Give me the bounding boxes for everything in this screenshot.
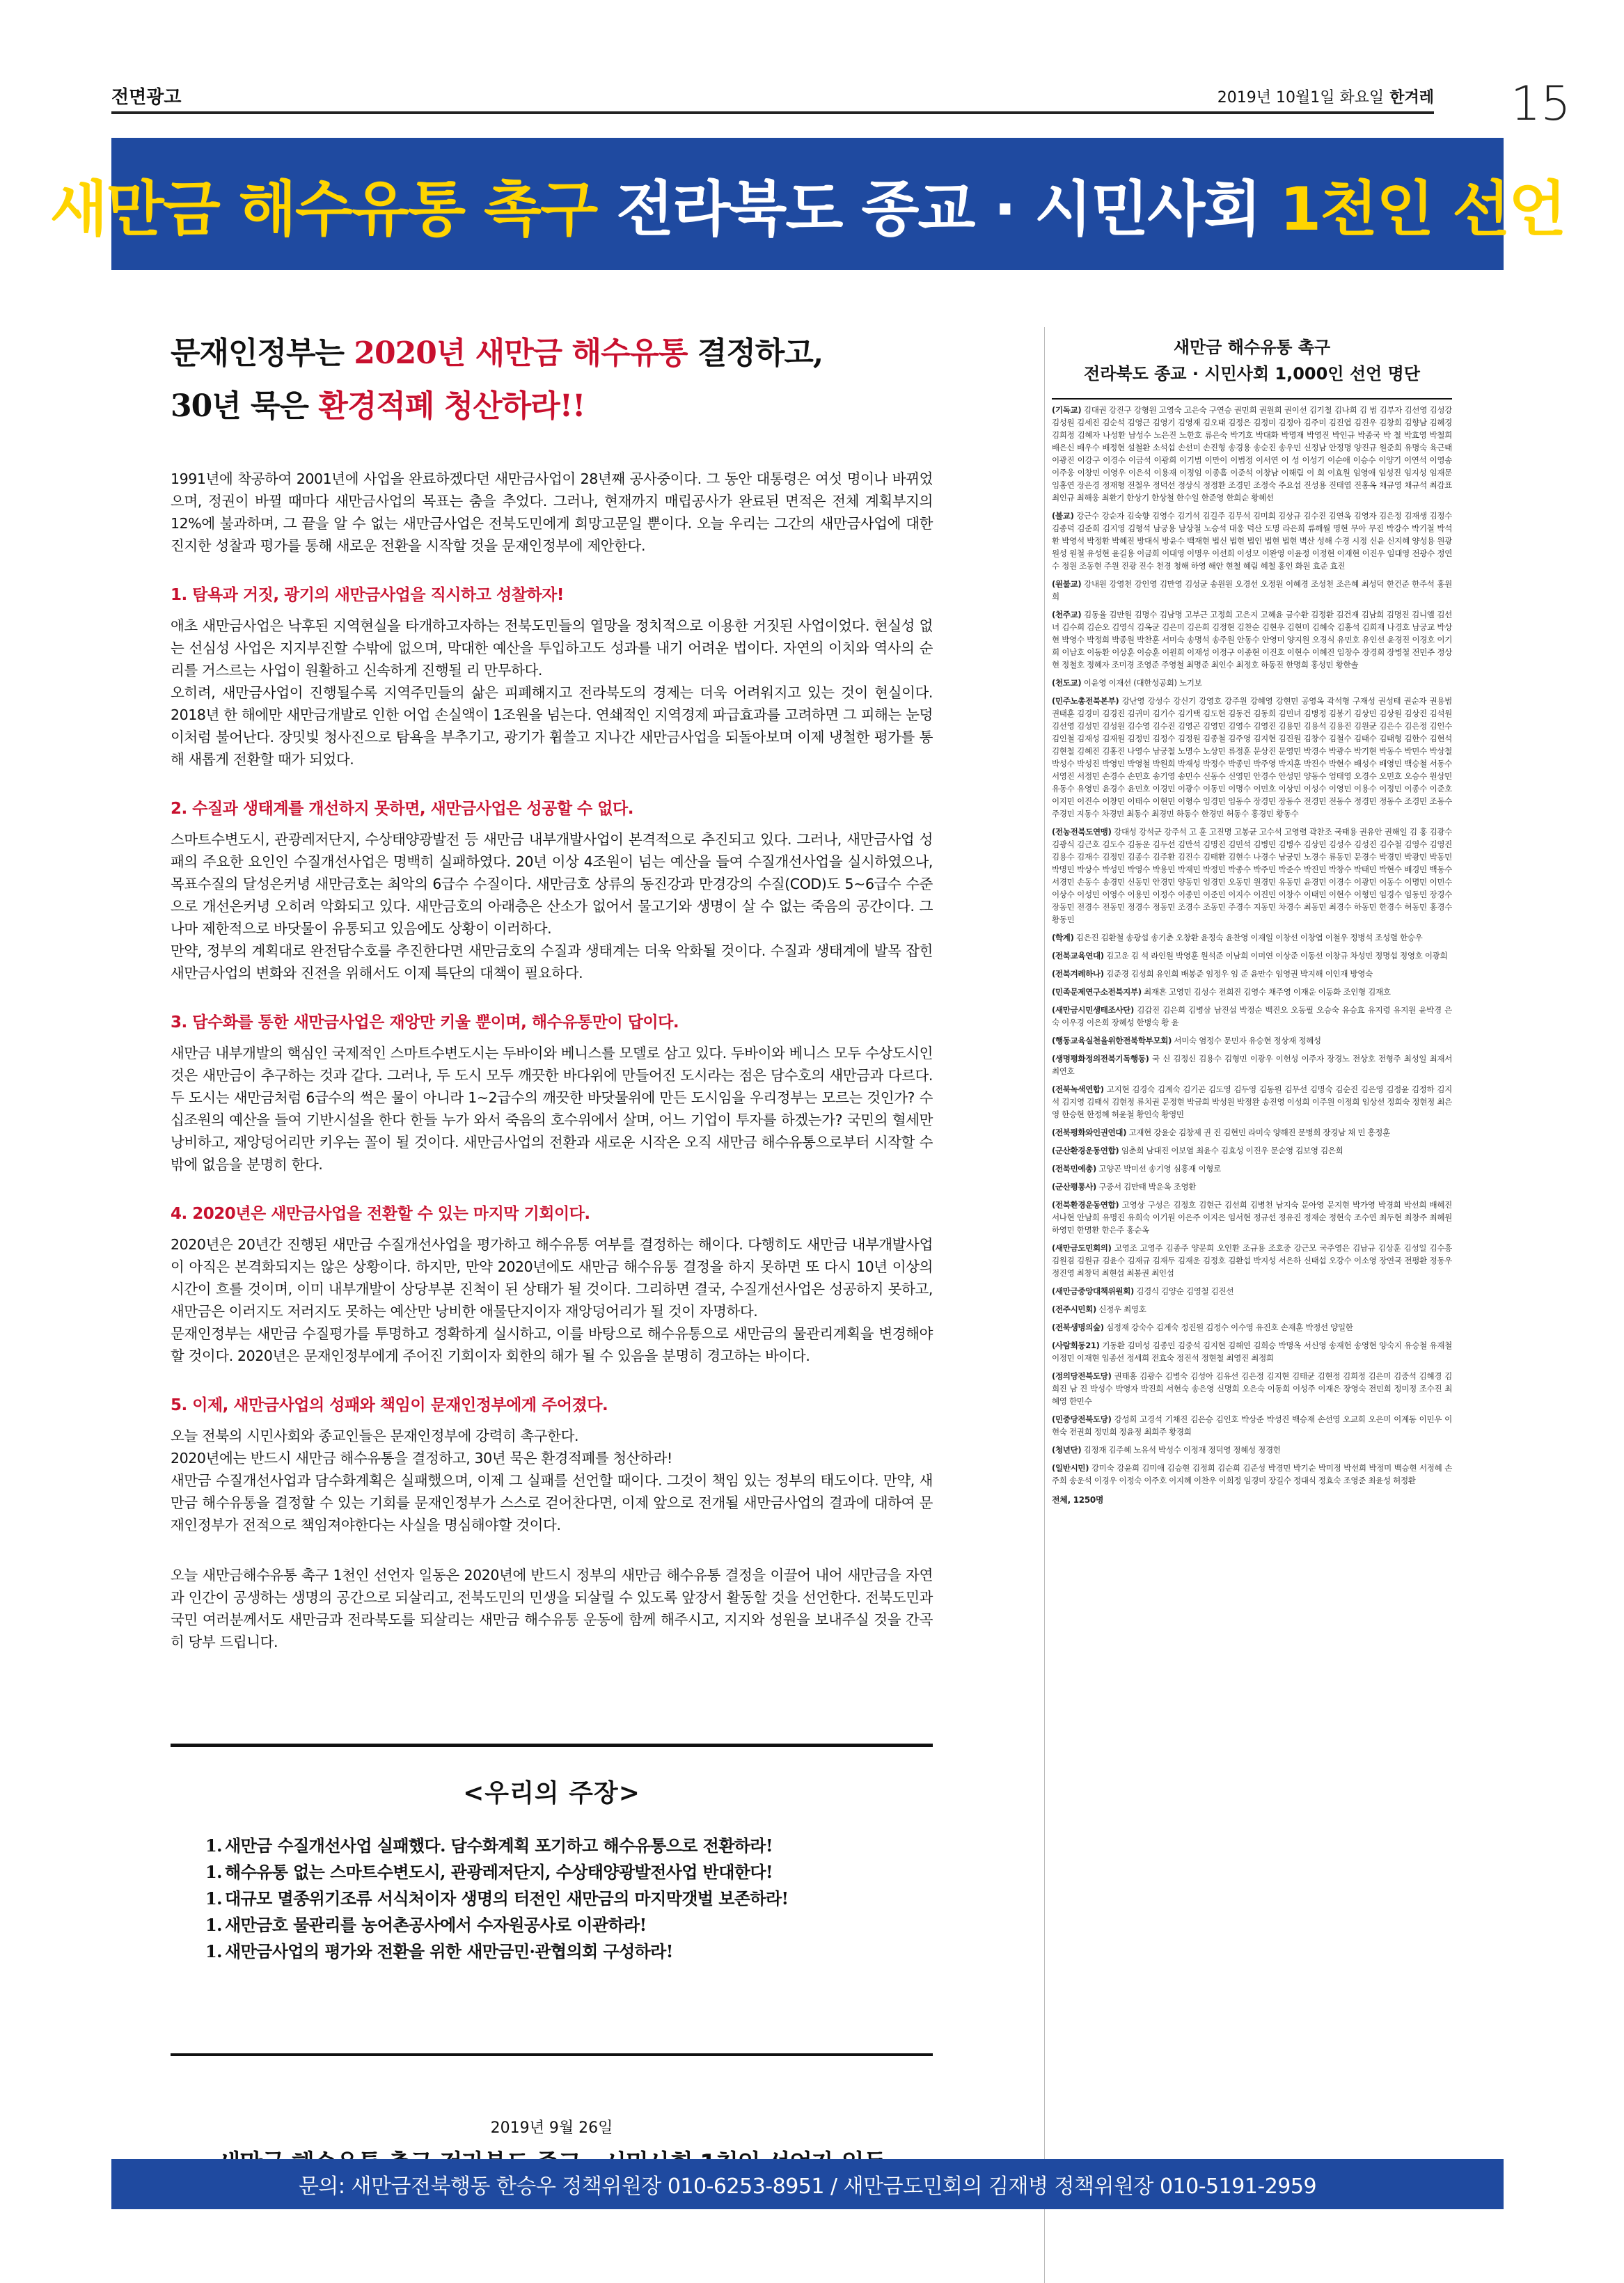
roster-group	[1052, 578, 1452, 603]
declaration-date: 2019년 9월 26일	[490, 2119, 613, 2137]
section-3	[171, 1009, 933, 1176]
roster-total: 전체, 1250명	[1052, 1495, 1104, 1505]
roster-group	[1052, 1444, 1452, 1456]
section-heading: 4. 2020년은 새만금사업을 전환할 수 있는 마지막 기회이다.	[171, 1205, 590, 1223]
roster-org: (생명평화정의전북기독행동)	[1052, 1054, 1149, 1064]
roster-names: 신정우 최영호	[1098, 1304, 1146, 1314]
roster-org: (정의당전북도당)	[1052, 1371, 1112, 1381]
claim-item	[205, 1859, 933, 1886]
roster-org: (새만금중앙대책위원회)	[1052, 1286, 1135, 1296]
roster-org: (전북생명의숲)	[1052, 1322, 1104, 1332]
roster-group	[1052, 1321, 1452, 1334]
roster-org: (일반시민)	[1052, 1463, 1089, 1473]
contact-footer	[111, 2159, 1504, 2209]
headline-highlight: 환경적폐 청산하라!!	[318, 388, 585, 424]
paragraph: 스마트수변도시, 관광레저단지, 수상태양광발전 등 새만금 내부개발사업이 본격적으로 추진되고 있다. 그러나, 새만금사업 성패의 주요한 요인인 수질개선사업은 명백히 실패하였다. 20년 이상 4조원이 넘는 예산을 들여 수질개선사업을 실시하였으나, 목표수질의 달성은커녕 새만금호는 최악의 6급수 수질이다. 새만금호 상류의 동진강과 만경강의 수질(COD)도 5~6급수 수준으로 개선은커녕 오히려 악화되고 있다. 새만금호의 아래층은 산소가 없어서 물고기와 생명이 살 수 없는 죽음의 공간이다. 그나마 제한적으로 바닷물이 유통되고 있음에도 상황이 이러하다.	[171, 831, 933, 937]
roster-group	[1052, 1083, 1452, 1121]
roster-names: 구중서 김만태 박운옥 조영환	[1098, 1182, 1197, 1192]
roster-names: 고재현 강윤순 김창제 권 진 김현민 라미숙 양해진 문병희 장경남 채 민 홍정훈	[1128, 1128, 1390, 1137]
roster-names: 최재흔 고영민 김성수 전희진 김영수 채주영 이재운 이동화 조인형 김재호	[1144, 987, 1391, 997]
issue-date: 2019년 10월1일 화요일	[1217, 89, 1385, 106]
claim-text: 새만금사업의 평가와 전환을 위한 새만금민·관협의회 구성하라!	[225, 1941, 673, 1961]
claims-title: <우리의 주장>	[463, 1778, 640, 1808]
roster-group	[1052, 986, 1452, 998]
roster-org: (천도교)	[1052, 678, 1082, 688]
paragraph: 2020년은 20년간 진행된 새만금 수질개선사업을 평가하고 해수유통 여부를 결정하는 해이다. 다행히도 새만금 내부개발사업이 아직은 본격화되지는 않은 상황이다. 하지만, 만약 2020년에도 새만금 해수유통 결정을 하지 못하면 또 다시 10년 이상의 시간이 흐를 것이며, 이미 내부개발이 상당부분 진척이 된 상태가 될 것이다. 그리하면 결국, 수질개선사업은 성공하지 못하고, 새만금은 이러지도 저러지도 못하는 예산만 낭비한 애물단지이자 재앙덩어리가 될 것이 자명하다.	[171, 1236, 933, 1320]
roster-group	[1052, 1034, 1452, 1047]
paragraph: 문재인정부는 새만금 수질평가를 투명하고 정확하게 실시하고, 이를 바탕으로 해수유통으로 새만금의 물관리계획을 변경해야 할 것이다. 2020년은 문재인정부에게 주어진 기회이자 회한의 해가 될 수 있음을 분명히 경고하는 바이다.	[171, 1325, 933, 1364]
headline-text: 문재인정부는	[171, 335, 345, 371]
headline-text: 결정하고,	[697, 335, 823, 371]
roster-names: 고영조 고영주 김종주 양문희 오인환 조규용 조호중 강근모 국주영은 김남규 김상훈 김성일 김수흥 김원겸 김원규 김윤수 김재규 김재두 김재운 김정호 김환섭 박지성 서은하 신태섭 오강수 이소영 장연국 전평환 정동우 정진영 최창덕 최현섭 최봉권 최인섭	[1052, 1243, 1452, 1278]
claim-text: 새만금 수질개선사업 실패했다. 담수화계획 포기하고 해수유통으로 전환하라!	[225, 1835, 773, 1856]
banner-title-part3: 1천인 선언	[1279, 175, 1566, 244]
roster-names: 김정재 김주혜 노유석 박성수 이정재 정덕영 정혜성 정경헌	[1083, 1445, 1281, 1455]
roster-group	[1052, 677, 1452, 689]
title-banner	[49, 138, 1566, 270]
claims-list	[205, 1833, 933, 1965]
paragraph: 만약, 정부의 계획대로 완전담수호를 추진한다면 새만금호의 수질과 생태계는 더욱 악화될 것이다. 수질과 생태계에 발목 잡힌 새만금사업의 변화와 진전을 위해서도 이제 특단의 대책이 필요하다.	[171, 942, 933, 981]
signatory-roster	[1044, 327, 1452, 2283]
roster-group	[1052, 608, 1452, 671]
declaration-column	[171, 327, 933, 1653]
roster-org: (전북교육연대)	[1052, 951, 1104, 961]
roster-names: 강난영 강성수 강신기 강영호 강주원 강혜영 강현민 공영옥 곽석형 구재성 권성태 권순자 권용범 권태훈 김경미 김경진 김귀미 김기수 김기택 김도헌 김동건 김동희 김민녀 김병정 김봉기 김상민 김상원 김상진 김석원 김선영 김성민 김성원 김수영 김수진 김영곤 김영민 김영수 김영진 김용민 김용석 김용진 김원균 김은수 김은정 김인수 김인철 김재성 김재원 김정민 김정수 김정원 김종철 김주영 김지현 김진원 김창수 김철수 김태수 김태형 김한수 김현석 김현철 김혜진 김홍진 나영수 남궁철 노명수 노상민 류정훈 문상진 문영민 박경수 박광수 박기현 박동수 박민수 박상철 박성수 박성진 박영민 박영철 박원희 박재성 박정수 박종민 박주영 박지훈 박진수 박현수 배성수 배영민 백승철 서동수 서영진 서정민 손경수 손민호 송기영 송민수 신동수 신영민 안경수 안성민 양동수 엄태영 오경수 오민호 오승수 원상민 유동수 유영민 윤경수 윤민호 이경민 이광수 이동민 이명수 이민호 이상민 이성수 이영민 이용수 이정민 이종수 이준호 이지민 이진수 이창민 이태수 이현민 이형수 임경민 임동수 장경민 장동수 전경민 전동수 정경민 정동수 조경민 조동수 주경민 지동수 차경민 최동수 최경민 하동수 한경민 허동수 홍경민 황동수	[1052, 696, 1452, 819]
banner-title-part1: 새만금 해수유통 촉구	[49, 175, 597, 244]
roster-names: 고영상 구성은 김정호 김현근 김선희 김병천 남지숙 문아영 문지현 박가영 박경희 박선희 배혜진 서나현 안남희 유명진 유희숙 이기원 이은주 이지은 임서현 정규선 정유진 정재순 정현숙 조수연 최두현 최창주 최혜원 하영민 한명환 한은주 홍순옥	[1052, 1200, 1452, 1235]
intro-paragraph: 1991년에 착공하여 2001년에 사업을 완료하겠다던 새만금사업이 28년째 공사중이다. 그 동안 대통령은 여섯 명이나 바뀌었으며, 정권이 바뀔 때마다 새만금사업의 목표는 춤을 추었다. 그러나, 현재까지 매립공사가 완료된 면적은 전체 계획부지의 12%에 불과하며, 그 끝을 알 수 없는 새만금사업은 전북도민에게 희망고문일 뿐이다. 오늘 우리는 그간의 새만금사업에 대한 진지한 성찰과 평가를 통해 새로운 전환을 시작할 것을 문재인정부에 제안한다.	[171, 471, 933, 554]
roster-org: (새만금도민회의)	[1052, 1243, 1112, 1253]
banner-title	[50, 161, 1566, 247]
section-4	[171, 1201, 933, 1367]
roster-title	[1052, 334, 1452, 387]
roster-names: 김갑진 김은희 김병삼 남진섭 박정순 백진오 오동필 오승숙 유승효 유지령 유지원 윤박경 은 숙 이우경 이은희 장혜성 한병숙 황 윤	[1052, 1005, 1452, 1027]
section-heading: 2. 수질과 생태계를 개선하지 못하면, 새만금사업은 성공할 수 없다.	[171, 800, 633, 818]
claim-item	[205, 1938, 933, 1965]
claim-item	[205, 1886, 933, 1912]
roster-names: 김동율 김만원 김명수 김남명 고부근 고정희 고은지 고혜윤 금수환 김정환 김건재 김남희 김명진 김니엘 김선녀 김수희 김순오 김영식 김옥균 김은미 김은희 김정현 김찬순 김현우 김현미 김혜숙 김홍석 김희재 나경호 남궁교 박상현 박영수 박정희 박종원 박찬훈 서미숙 송명석 송주원 안동수 안영미 양지원 오경식 유민호 유인선 윤경진 이경호 이기희 이남호 이동환 이상훈 이승훈 이원희 이재성 이정구 이종현 이진호 이현수 이혜진 임창수 장경희 장병철 전민주 정상현 정철호 정혜자 조미경 조영준 주영철 최명준 최인수 최정호 하동진 한명희 홍성민 황한솔	[1052, 610, 1452, 670]
closing-paragraph: 오늘 새만금해수유통 촉구 1천인 선언자 일동은 2020년에 반드시 정부의 새만금 해수유통 결정을 이끌어 내어 새만금을 자연과 인간이 공생하는 생명의 공간으로 되살리고, 전북도민의 민생을 되살릴 수 있도록 앞장서 활동할 것을 선언한다. 전북도민과 국민 여러분께서도 새만금과 전라북도를 되살리는 새만금 해수유통 운동에 함께 해주시고, 지지와 성원을 보내주실 것을 간곡히 당부 드립니다.	[171, 1567, 933, 1650]
roster-org: (학계)	[1052, 933, 1074, 942]
roster-org: (전주시민회)	[1052, 1304, 1096, 1314]
roster-group	[1052, 1162, 1452, 1175]
roster-divider	[1052, 398, 1452, 400]
roster-names: 고지현 김경숙 김계숙 김기곤 김도영 김두영 김동원 김무선 김명숙 김순진 김은영 김정윤 김정하 김지석 김지영 김태식 김현정 류치권 문정현 박금희 박성원 박정완 송진영 이성희 이주원 이정희 임상선 정희숙 정현정 최은영 한승현 한정혜 허윤철 황인숙 황영민	[1052, 1084, 1452, 1119]
roster-group	[1052, 1126, 1452, 1139]
issue-info	[1217, 86, 1434, 111]
roster-list	[1052, 404, 1452, 1506]
roster-org: (불교)	[1052, 511, 1074, 521]
paragraph: 오늘 전북의 시민사회와 종교인들은 문재인정부에 강력히 촉구한다.	[171, 1428, 579, 1444]
contact-info: 문의: 새만금전북행동 한승우 정책위원장 010-6253-8951 / 새만금도민회의 김재병 정책위원장 010-5191-2959	[298, 2174, 1317, 2199]
claim-bullet: 1.	[205, 1862, 222, 1882]
roster-org: (전북환경운동연합)	[1052, 1200, 1119, 1210]
roster-org: (전농전북도연맹)	[1052, 827, 1112, 837]
roster-group	[1052, 1285, 1452, 1297]
roster-group	[1052, 1242, 1452, 1279]
section-2	[171, 796, 933, 984]
roster-names: 김준경 김성희 유인희 배봉준 임정우 임 준 윤만수 임영권 박지해 이인재 방영숙	[1106, 969, 1373, 979]
roster-names: 강내원 강영천 강인영 김만영 김성균 송원원 오경선 오정원 이혜경 조성천 조은혜 최성덕 한건준 한주석 홍원희	[1052, 579, 1452, 601]
roster-group	[1052, 1462, 1452, 1487]
roster-org: (전북겨레하나)	[1052, 969, 1104, 979]
section-1	[171, 582, 933, 771]
paragraph: 새만금 내부개발의 핵심인 국제적인 스마트수변도시는 두바이와 베니스를 모델로 삼고 있다. 두바이와 베니스 모두 수상도시인 것은 새만금이 추구하는 것과 같다. 그러나, 두 도시 모두 깨끗한 바다위에 만들어진 도시라는 점은 담수호의 새만금과 다르다. 두 도시는 새만금처럼 6급수의 썩은 물이 아니라 1~2급수의 깨끗한 바닷물위에 만든 도시임을 우리정부는 모르는 것인가? 수십조원의 예산을 들여 기반시설을 한다 한들 누가 와서 죽음의 호수위에서 살며, 어느 기업이 투자를 하겠는가? 국민의 혈세만 낭비하고, 재앙덩어리만 키우는 꼴이 될 것이다. 새만금사업의 전환과 새로운 시작은 오직 새만금 해수유통으로부터 시작할 수밖에 없음을 분명히 한다.	[171, 1045, 933, 1173]
section-body	[171, 1425, 933, 1536]
paragraph: 새만금 수질개선사업과 담수화계획은 실패했으며, 이제 그 실패를 선언할 때이다. 그것이 책임 있는 정부의 태도이다. 만약, 새만금 해수유통을 결정할 수 있는 기회를 문재인정부가 스스로 걷어찬다면, 이제 앞으로 전개될 새만금사업의 결과에 대하여 문재인정부가 전적으로 책임져야한다는 사실을 명심해야할 것이다.	[171, 1472, 933, 1533]
section-5	[171, 1392, 933, 1536]
roster-group	[1052, 949, 1452, 962]
roster-names: 강미숙 강윤희 김미애 김승현 김정희 김순희 김준성 박경민 박기순 박미정 박선희 박정미 백승현 서정혜 손주희 송운석 이경우 이정숙 이주호 이지혜 이찬우 이희정 임경미 장길수 정대식 정효숙 조영준 최윤성 허정환	[1052, 1463, 1452, 1485]
section-body	[171, 1042, 933, 1176]
roster-group	[1052, 1199, 1452, 1236]
headline-text: 30년 묵은	[171, 388, 309, 424]
claim-item	[205, 1912, 933, 1938]
roster-group	[1052, 1413, 1452, 1438]
roster-names: 권태홍 김광수 김병숙 김성아 김유선 김은정 김지현 김태균 김현정 김희정 김은미 김중석 김혜경 김희진 남 진 박성수 박영자 박진희 서현숙 송은영 신명희 오은숙 이동희 이성주 이재은 장영숙 전민희 정미정 조수진 최혜영 한민수	[1052, 1371, 1452, 1406]
banner-title-part2: 전라북도 종교 · 시민사회	[616, 175, 1261, 244]
section-body	[171, 615, 933, 771]
roster-names: 김은진 김환철 송광섭 송기춘 오창환 윤정숙 윤찬영 이재일 이창선 이창엽 이철우 정병석 조성렬 한승우	[1075, 933, 1423, 942]
roster-group	[1052, 1052, 1452, 1077]
roster-names: 이윤영 이재선 (대한성공회) 노기보	[1083, 678, 1202, 688]
section-body	[171, 828, 933, 984]
roster-org: (민주노총전북본부)	[1052, 696, 1119, 706]
roster-org: (사람회동21)	[1052, 1341, 1100, 1350]
roster-org: (군산환경운동연합)	[1052, 1146, 1119, 1155]
roster-names: 강대성 강석군 강주석 고 훈 고진명 고봉균 고수석 고영렬 곽찬조 국태용 권유안 권해일 김 홍 김광수 김광식 김근호 김도수 김동운 김두선 김만석 김명진 김민석 김병민 김병수 김상민 김성수 김성진 김수철 김영수 김영진 김용수 김재수 김정민 김종수 김주환 김진수 김태환 김현수 나경수 남궁민 노경수 류동민 문경수 박경민 박광민 박동민 박명민 박상수 박성민 박영수 박용민 박재민 박정민 박종수 박주민 박준수 박진민 박창수 박태민 박현수 배경민 백동수 서경민 손동수 송경민 신동민 안경민 양동민 엄경민 오동민 원경민 유동민 윤경민 이경수 이광민 이동수 이명민 이민수 이상수 이성민 이영수 이용민 이정수 이종민 이준민 이지수 이진민 이창수 이태민 이현수 이형민 임경수 임동민 장경수 장동민 전경수 전동민 정경수 정동민 조경수 조동민 주경수 지동민 차경수 최동민 최경수 하동민 한경수 허동민 홍경수 황동민	[1052, 827, 1452, 924]
roster-names: 강근수 강순자 김숙향 김영수 김기석 김길주 김무석 김미희 김상규 김수진 김연옥 김영자 김은정 김재생 김정수 김종덕 김준희 김지영 김형석 남궁용 남상철 노승석 대웅 덕산 도명 라은희 류해월 명현 무아 무진 박강수 박기철 박석환 박영석 박정환 박혜진 방대식 방윤수 백재현 법신 법현 법인 법현 법현 벽산 성해 수경 시정 신윤 신지혜 양성용 원광 원성 원철 유성현 윤길용 이금희 이대영 이명우 이선희 이성모 이완영 이윤정 이정현 이재현 이진우 임대영 전광수 정연수 정원 조동현 주원 진광 진수 천경 청해 하영 해안 현철 혜림 혜철 홍인 화원 효준 효진	[1052, 511, 1452, 571]
claim-text: 대규모 멸종위기조류 서식처이자 생명의 터전인 새만금의 마지막갯벌 보존하라!	[225, 1888, 789, 1909]
page-header	[111, 84, 1434, 114]
roster-group	[1052, 695, 1452, 820]
page-number: 15	[1511, 77, 1571, 132]
roster-group	[1052, 404, 1452, 504]
roster-org: (청년단)	[1052, 1445, 1082, 1455]
claim-item	[205, 1833, 933, 1859]
roster-title-line: 새만금 해수유통 촉구	[1173, 338, 1331, 357]
headline-line-2	[171, 380, 933, 433]
section-heading: 5. 이제, 새만금사업의 성패와 책임이 문재인정부에게 주어졌다.	[171, 1396, 608, 1414]
roster-group	[1052, 931, 1452, 944]
roster-group	[1052, 1180, 1452, 1193]
roster-org: (천주교)	[1052, 610, 1082, 619]
roster-org: (전북평화와인권연대)	[1052, 1128, 1127, 1137]
claims-divider	[171, 2053, 933, 2056]
section-label: 전면광고	[111, 87, 182, 108]
roster-org: (전북녹색연합)	[1052, 1084, 1104, 1094]
roster-names: 심정재 강숙수 김계숙 정진원 김정수 이수영 유진호 손재훈 박정선 양일한	[1106, 1322, 1353, 1332]
headline-line-1	[171, 327, 933, 380]
claim-text: 새만금호 물관리를 농어촌공사에서 수자원공사로 이관하라!	[225, 1915, 647, 1935]
roster-group	[1052, 509, 1452, 572]
roster-names: 김경식 김양순 김영철 김진선	[1136, 1286, 1234, 1296]
roster-names: 김대권 강진구 강형원 고영숙 고은숙 구연승 권민희 권원희 권이선 김기철 김나희 김 범 김부자 김선영 김성강 김성원 김세진 김순석 김영근 김영기 김영재 김오태 김정은 김정미 김정아 김주미 김진엽 김진우 김창희 김향남 김혜경 김희정 김혜자 나성환 남성수 노은진 노한호 류은숙 박기호 박대화 박명재 박영진 박인규 박종국 박 철 박효영 박철희 배은신 배우수 배정현 설철환 소석섭 손선미 손진형 송경용 송순진 송우민 신정남 안정명 양진규 원준희 유명숙 육근태 이광진 이강구 이경수 이금석 이광희 이기범 이만이 이범정 이서연 이 성 이성기 이순애 이승수 이양기 이연석 이영송 이주웅 이창민 이영우 이은석 이용재 이정임 이종흠 이준석 이창남 이해림 이 희 이효원 임영애 임성진 임지성 임재문 임홍연 장은경 정재형 전철우 정덕선 정상식 정정환 조경민 조정숙 주요섭 진성용 진태엽 진홍옥 채규영 채규석 최갑표 최인규 최해웅 최환기 한상기 한상철 한수일 한준영 한희순 황혜선	[1052, 405, 1452, 503]
roster-names: 국 신 김정신 김용수 김형민 이광우 이헌성 이주자 장경노 전상호 전형주 최성일 최재서 최연호	[1052, 1054, 1452, 1076]
roster-group	[1052, 825, 1452, 926]
roster-org: (민족문제연구소전북지부)	[1052, 987, 1142, 997]
headline	[171, 327, 933, 433]
roster-org: (전북민예총)	[1052, 1164, 1096, 1174]
claim-bullet: 1.	[205, 1915, 222, 1935]
newspaper-brand: 한겨레	[1389, 89, 1434, 106]
roster-group	[1052, 1144, 1452, 1157]
section-heading: 1. 탐욕과 거짓, 광기의 새만금사업을 직시하고 성찰하자!	[171, 586, 564, 604]
claim-text: 해수유통 없는 스마트수변도시, 관광레저단지, 수상태양광발전사업 반대한다!	[225, 1862, 773, 1882]
roster-group	[1052, 967, 1452, 980]
claim-bullet: 1.	[205, 1941, 222, 1961]
roster-org: (원불교)	[1052, 579, 1082, 589]
roster-org: (새만금시민생태조사단)	[1052, 1005, 1135, 1015]
roster-org: (민중당전북도당)	[1052, 1414, 1112, 1424]
roster-org: (기독교)	[1052, 405, 1082, 415]
roster-names: 강성희 고경석 기채진 김은승 김인호 박상준 박성진 백승재 손선영 오교희 오은미 이계동 이민우 이현숙 전권희 정민희 정윤정 최희주 황경희	[1052, 1414, 1452, 1437]
roster-group	[1052, 1004, 1452, 1029]
claim-bullet: 1.	[205, 1888, 222, 1909]
paragraph: 2020년에는 반드시 새만금 해수유통을 결정하고, 30년 묵은 환경적폐를 청산하라!	[171, 1450, 672, 1467]
claims-box	[171, 1744, 933, 1965]
section-body	[171, 1233, 933, 1367]
roster-org: (행동교육실천을위한전북학부모회)	[1052, 1036, 1172, 1045]
roster-names: 고양곤 박미선 송기영 심홍재 이형로	[1098, 1164, 1221, 1174]
headline-highlight: 2020년 새만금 해수유통	[354, 335, 688, 371]
roster-group	[1052, 1339, 1452, 1364]
roster-names: 서미숙 염정수 문민자 유승현 정상재 정혜성	[1174, 1036, 1321, 1045]
roster-org: (군산평통사)	[1052, 1182, 1096, 1192]
roster-group	[1052, 1303, 1452, 1316]
section-heading: 3. 담수화를 통한 새만금사업은 재앙만 키울 뿐이며, 해수유통만이 답이다.	[171, 1013, 679, 1032]
roster-names: 김고운 김 석 라인원 박영훈 원석준 이남희 이미연 이상준 이동선 이창규 차성민 정명섭 정영호 이광희	[1106, 951, 1448, 961]
roster-names: 임춘희 남대진 이보열 최윤수 김효성 이진우 문순영 김보영 김은희	[1121, 1146, 1343, 1155]
roster-group	[1052, 1370, 1452, 1407]
claim-bullet: 1.	[205, 1835, 222, 1856]
paragraph: 애초 새만금사업은 낙후된 지역현실을 타개하고자하는 전북도민들의 열망을 정치적으로 이용한 거짓된 사업이었다. 현실성 없는 선심성 사업은 지지부진할 수밖에 없으며, 막대한 예산을 투입하고도 성과를 내기 어려운 법이다. 자연의 이치와 역사의 순리를 거스르는 사업이 원활하고 신속하게 진행될 리 만무하다.	[171, 617, 933, 679]
roster-names: 기동환 김미성 김종민 김중석 김지현 김해연 김희승 박명옥 서신영 송재헌 송영현 양숙지 유승철 유재철 이정민 이재현 임종선 정세희 전효숙 정진석 정현철 최영진 최정희	[1052, 1341, 1452, 1363]
paragraph: 오히려, 새만금사업이 진행될수록 지역주민들의 삶은 피폐해지고 전라북도의 경제는 더욱 어려워지고 있는 것이 현실이다. 2018년 한 해에만 새만금개발로 인한 어업 손실액이 1조원을 넘는다. 연쇄적인 지역경제 파급효과를 고려하면 그 피해는 눈덩이처럼 불어난다. 장밋빛 청사진으로 탐욕을 부추기고, 광기가 휩쓸고 지나간 새만금사업을 되돌아보며 이제 냉철한 평가를 통해 새롭게 전환할 때가 되었다.	[171, 684, 933, 768]
roster-title-line: 전라북도 종교 · 시민사회 1,000인 선언 명단	[1084, 364, 1420, 384]
